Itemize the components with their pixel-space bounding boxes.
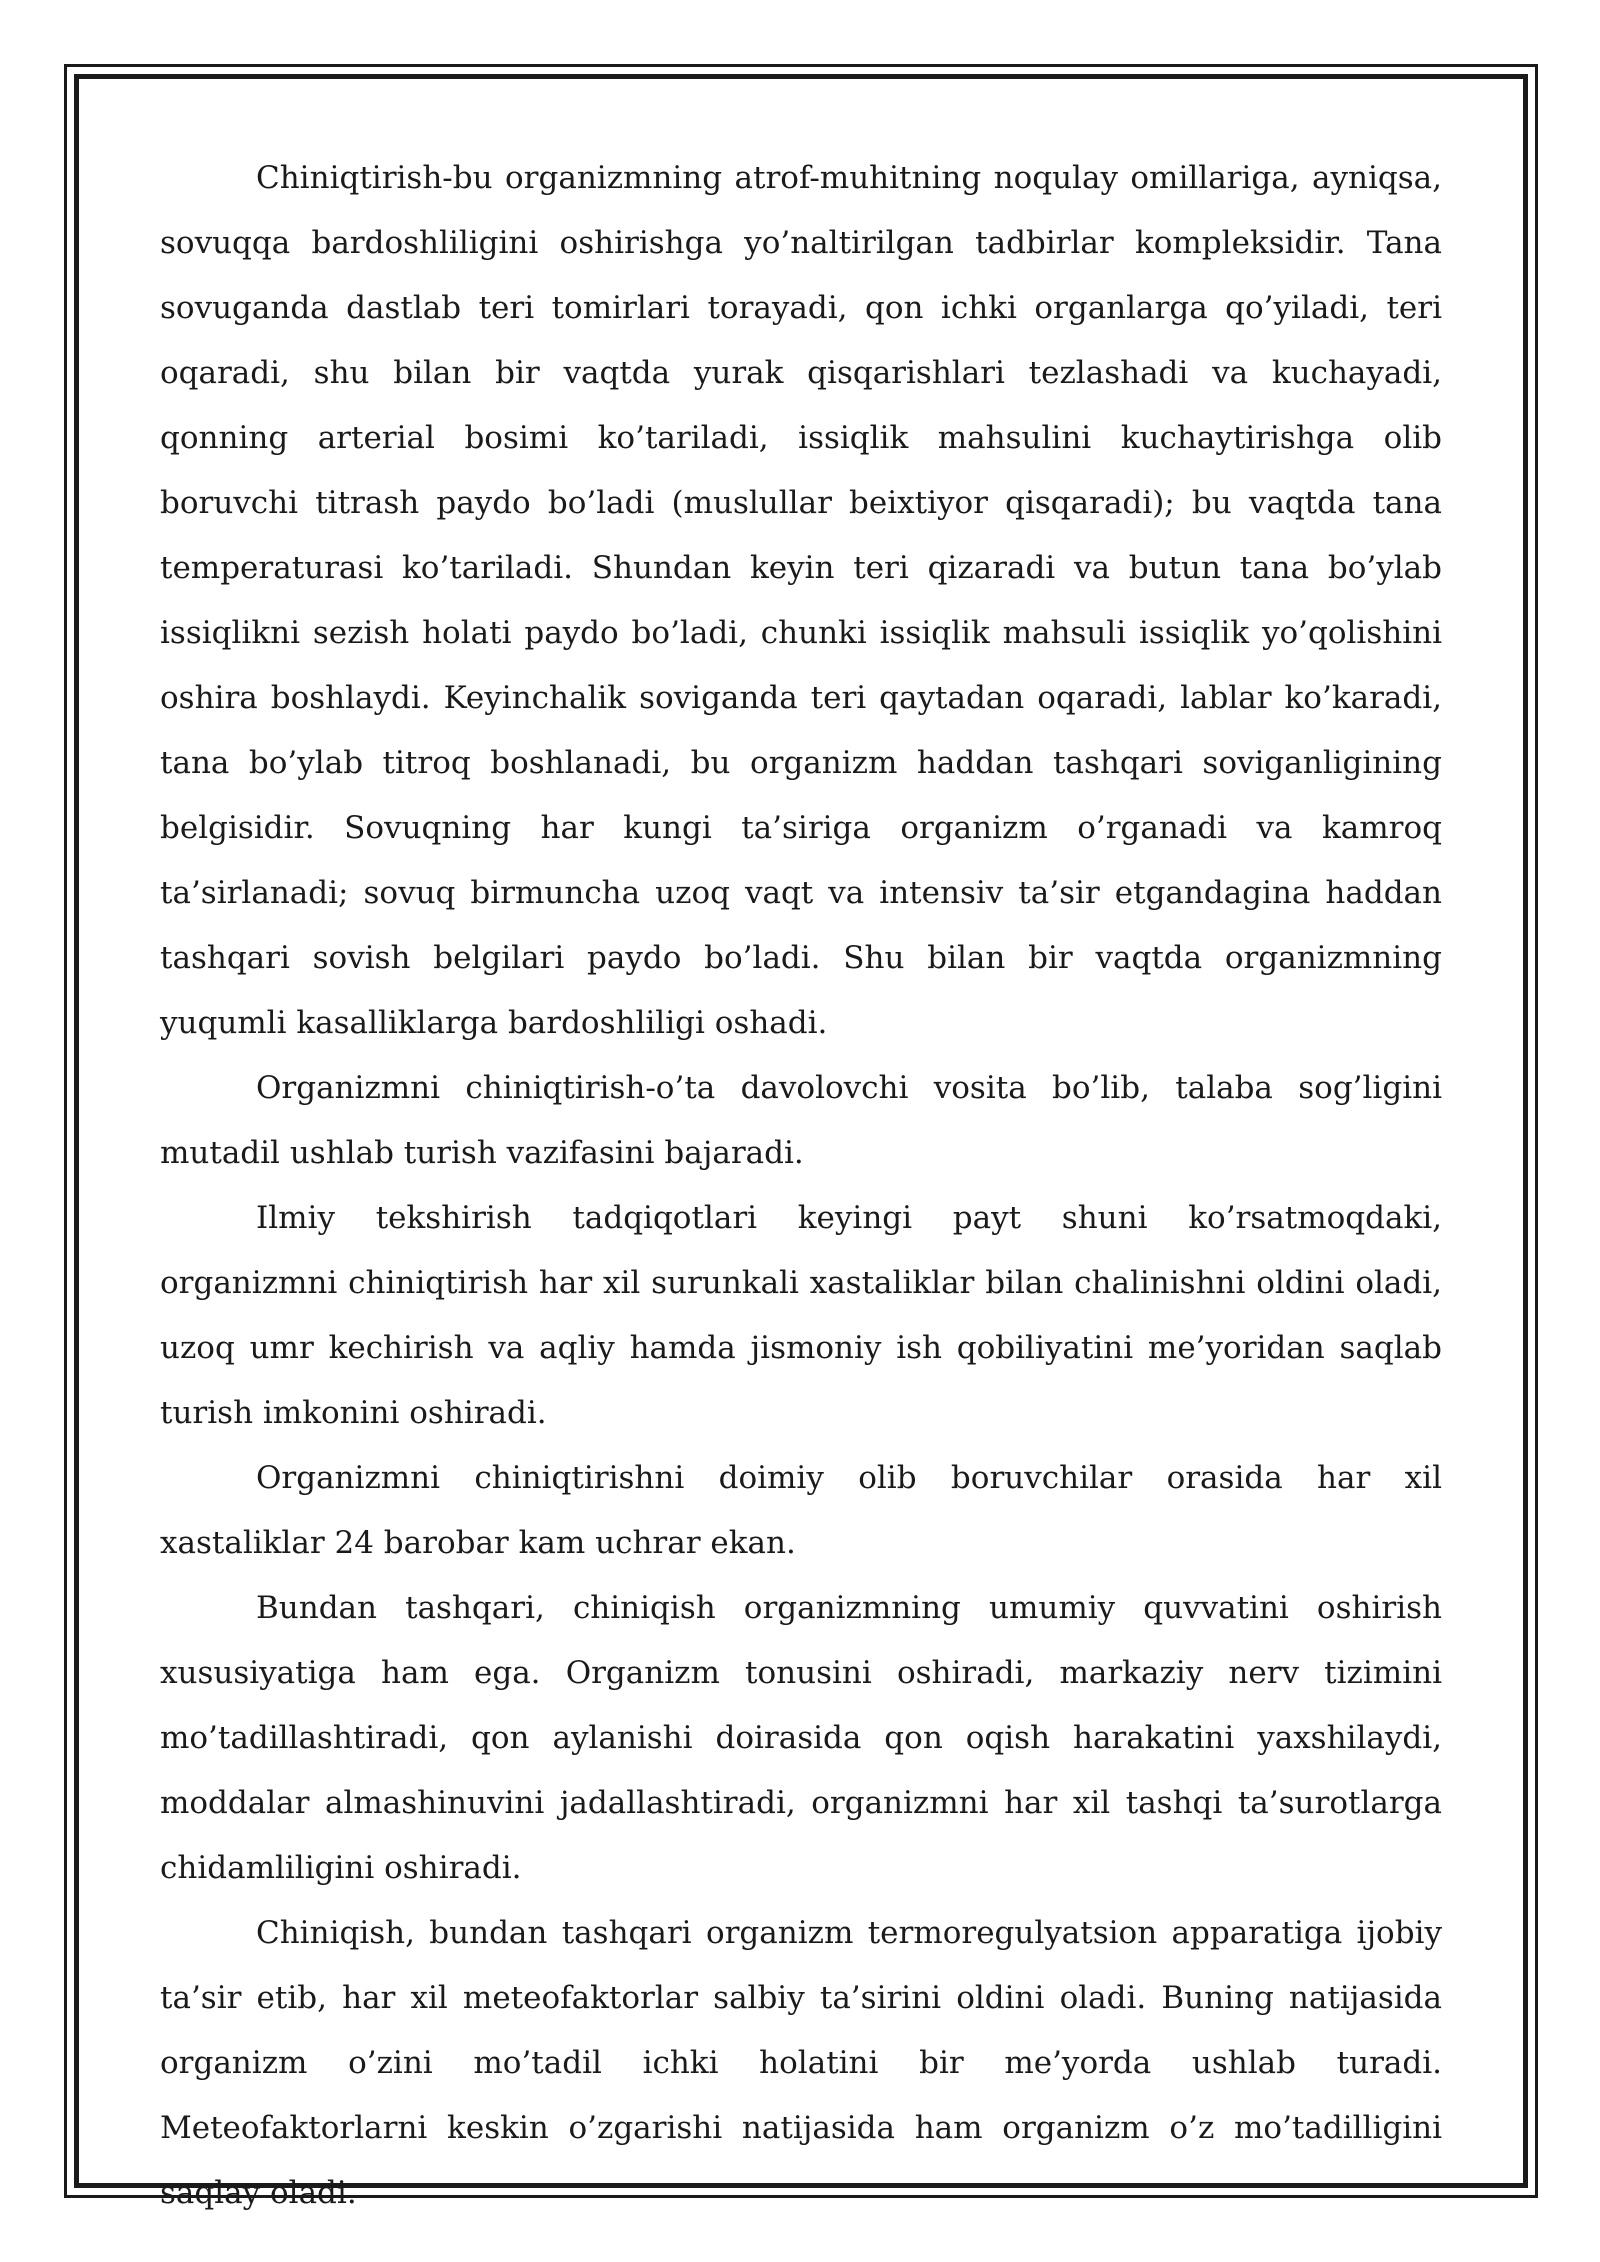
paragraph-4: Organizmni chiniqtirishni doimiy olib boruvchilar orasida har xil xastaliklar 24 barobar kam uchrar ekan. [160,1460,1442,1561]
paragraph-3: Ilmiy tekshirish tadqiqotlari keyingi payt shuni ko’rsatmoqdaki, organizmni chiniqtirish har xil surunkali xastaliklar bilan chalinishni oldini oladi, uzoq umr kechirish va aqliy hamda jismoniy ish qobiliyatini me’yoridan saqlab turish imkonini oshiradi. [160,1200,1442,1431]
paragraph-2: Organizmni chiniqtirish-o’ta davolovchi vosita bo’lib, talaba sog’ligini mutadil ushlab turish vazifasini bajaradi. [160,1070,1442,1171]
paragraph-5: Bundan tashqari, chiniqish organizmning umumiy quvvatini oshirish xususiyatiga ham ega. Organizm tonusini oshiradi, markaziy nerv tizimini mo’tadillashtiradi, qon aylanishi doirasida qon oqish harakatini yaxshilaydi, moddalar almashinuvini jadallashtiradi, organizmni har xil tashqi ta’surotlarga chidamliligini oshiradi. [160,1590,1442,1886]
paragraph-6: Chiniqish, bundan tashqari organizm termoregulyatsion apparatiga ijobiy ta’sir etib, har xil meteofaktorlar salbiy ta’sirini oldini oladi. Buning natijasida organizm o’zini mo’tadil ichki holatini bir me’yorda ushlab turadi. Meteofaktorlarni keskin o’zgarishi natijasida ham organizm o’z mo’tadilligini saqlay oladi. [160,1915,1442,2211]
document-body [160,146,1442,2226]
paragraph-1: Chiniqtirish-bu organizmning atrof-muhitning noqulay omillariga, ayniqsa, sovuqqa bardoshliligini oshirishga yo’naltirilgan tadbirlar kompleksidir. Tana sovuganda dastlab teri tomirlari torayadi, qon ichki organlarga qo’yiladi, teri oqaradi, shu bilan bir vaqtda yurak qisqarishlari tezlashadi va kuchayadi, qonning arterial bosimi ko’tariladi, issiqlik mahsulini kuchaytirishga olib boruvchi titrash paydo bo’ladi (muslullar beixtiyor qisqaradi); bu vaqtda tana temperaturasi ko’tariladi. Shundan keyin teri qizaradi va butun tana bo’ylab issiqlikni sezish holati paydo bo’ladi, chunki issiqlik mahsuli issiqlik yo’qolishini oshira boshlaydi. Keyinchalik soviganda teri qaytadan oqaradi, lablar ko’karadi, tana bo’ylab titroq boshlanadi, bu organizm haddan tashqari soviganligining belgisidir. Sovuqning har kungi ta’siriga organizm o’rganadi va kamroq ta’sirlanadi; sovuq birmuncha uzoq vaqt va intensiv ta’sir etgandagina haddan tashqari sovish belgilari paydo bo’ladi. Shu bilan bir vaqtda organizmning yuqumli kasalliklarga bardoshliligi oshadi. [160,160,1442,1041]
